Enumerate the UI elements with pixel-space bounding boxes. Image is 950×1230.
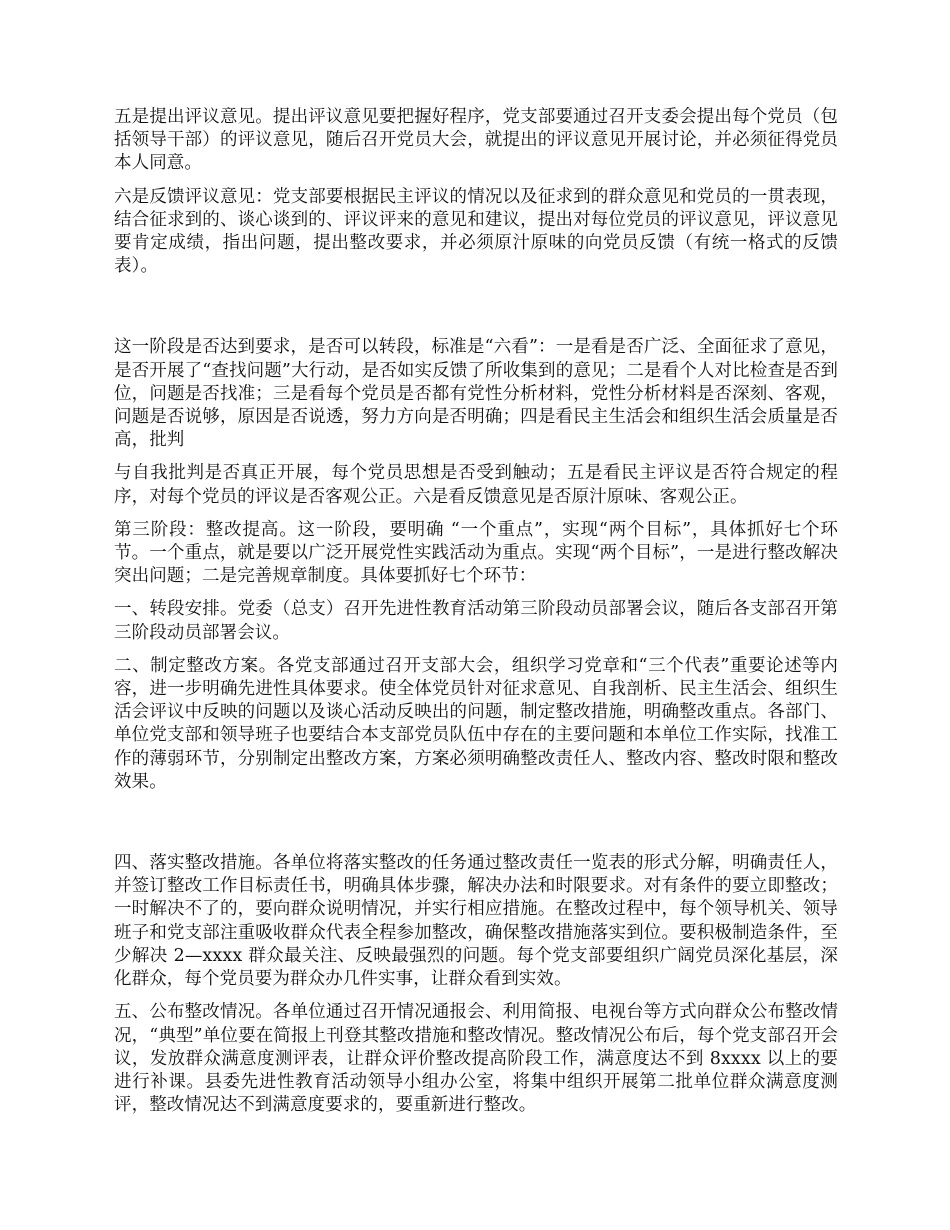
paragraph-spacer	[114, 452, 838, 462]
section-spacer	[114, 794, 838, 852]
paragraph-self-criticism: 与自我批判是否真正开展，每个党员思想是否受到触动；五是看民主评议是否符合规定的程序，对每个党员的评议是否客观公正。六是看反馈意见是否原汁原味、客观公正。	[114, 463, 838, 507]
paragraph-spacer	[114, 176, 838, 186]
paragraph-feedback-opinion: 六是反馈评议意见：党支部要根据民主评议的情况以及征求到的群众意见和党员的一贯表现，结合征求到的、谈心谈到的、评议评来的意见和建议，提出对每位党员的评议意见，评议意见要肯定成绩，指出问题，提出整改要求，并必须原汁原味的向党员反馈（有统一格式的反馈表）。	[114, 186, 838, 277]
paragraph-publish-status: 五、公布整改情况。各单位通过召开情况通报会、利用简报、电视台等方式向群众公布整改情况，“典型”单位要在简报上刊登其整改措施和整改情况。整改情况公布后，每个党支部召开会议，发放群众满意度测评表，让群众评价整改提高阶段工作，满意度达不到 8xxxx 以上的要进行补课。县委先进性教育活动领导小组办公室，将集中组织开展第二批单位群众满意度测评，整改情况达不到满意度要求的，要重新进行整改。	[114, 1002, 838, 1116]
paragraph-transition-arrangement: 一、转段安排。党委（总支）召开先进性教育活动第三阶段动员部署会议，随后各支部召开第三阶段动员部署会议。	[114, 599, 838, 643]
paragraph-six-looks: 这一阶段是否达到要求，是否可以转段，标准是“六看”：一是看是否广泛、全面征求了意见，是否开展了“查找问题”大行动，是否如实反馈了所收集到的意见；二是看个人对比检查是否到位，问题是否找准；三是看每个党员是否都有党性分析材料，党性分析材料是否深刻、客观，问题是否说够，原因是否说透，努力方向是否明确；四是看民主生活会和组织生活会质量是否高，批判	[114, 337, 838, 451]
paragraph-spacer	[114, 991, 838, 1001]
paragraph-spacer	[114, 509, 838, 519]
paragraph-stage-three: 第三阶段：整改提高。这一阶段，要明确 “一个重点”，实现“两个目标”，具体抓好七个环节。一个重点，就是要以广泛开展党性实践活动为重点。实现“两个目标”，一是进行整改解决突出问题；二是完善规章制度。具体要抓好七个环节：	[114, 519, 838, 587]
paragraph-implement-measures: 四、落实整改措施。各单位将落实整改的任务通过整改责任一览表的形式分解，明确责任人，并签订整改工作目标责任书，明确具体步骤，解决办法和时限要求。对有条件的要立即整改；一时解决不了的，要向群众说明情况，并实行相应措施。在整改过程中，每个领导机关、领导班子和党支部注重吸收群众代表全程参加整改，确保整改措施落实到位。要积极制造条件，至少解决 2—xxxx 群众最关注、反映最强烈的问题。每个党支部要组织广阔党员深化基层，深化群众，每个党员要为群众办几件实事，让群众看到实效。	[114, 853, 838, 990]
paragraph-evaluation-opinion: 五是提出评议意见。提出评议意见要把握好程序，党支部要通过召开支委会提出每个党员（包括领导干部）的评议意见，随后召开党员大会，就提出的评议意见开展讨论，并必须征得党员本人同意。	[114, 107, 838, 174]
paragraph-rectification-plan: 二、制定整改方案。各党支部通过召开支部大会，组织学习党章和“三个代表”重要论述等内容，进一步明确先进性具体要求。使全体党员针对征求意见、自我剖析、民主生活会、组织生活会评议中反映的问题以及谈心活动反映出的问题，制定整改措施，明确整改重点。各部门、单位党支部和领导班子也要结合本支部党员队伍中存在的主要问题和本单位工作实际，找准工作的薄弱环节，分别制定出整改方案，方案必须明确整改责任人、整改内容、整改时限和整改效果。	[114, 655, 838, 792]
paragraph-spacer	[114, 588, 838, 598]
document-page	[114, 106, 838, 1117]
section-spacer	[114, 278, 838, 336]
paragraph-spacer	[114, 645, 838, 655]
